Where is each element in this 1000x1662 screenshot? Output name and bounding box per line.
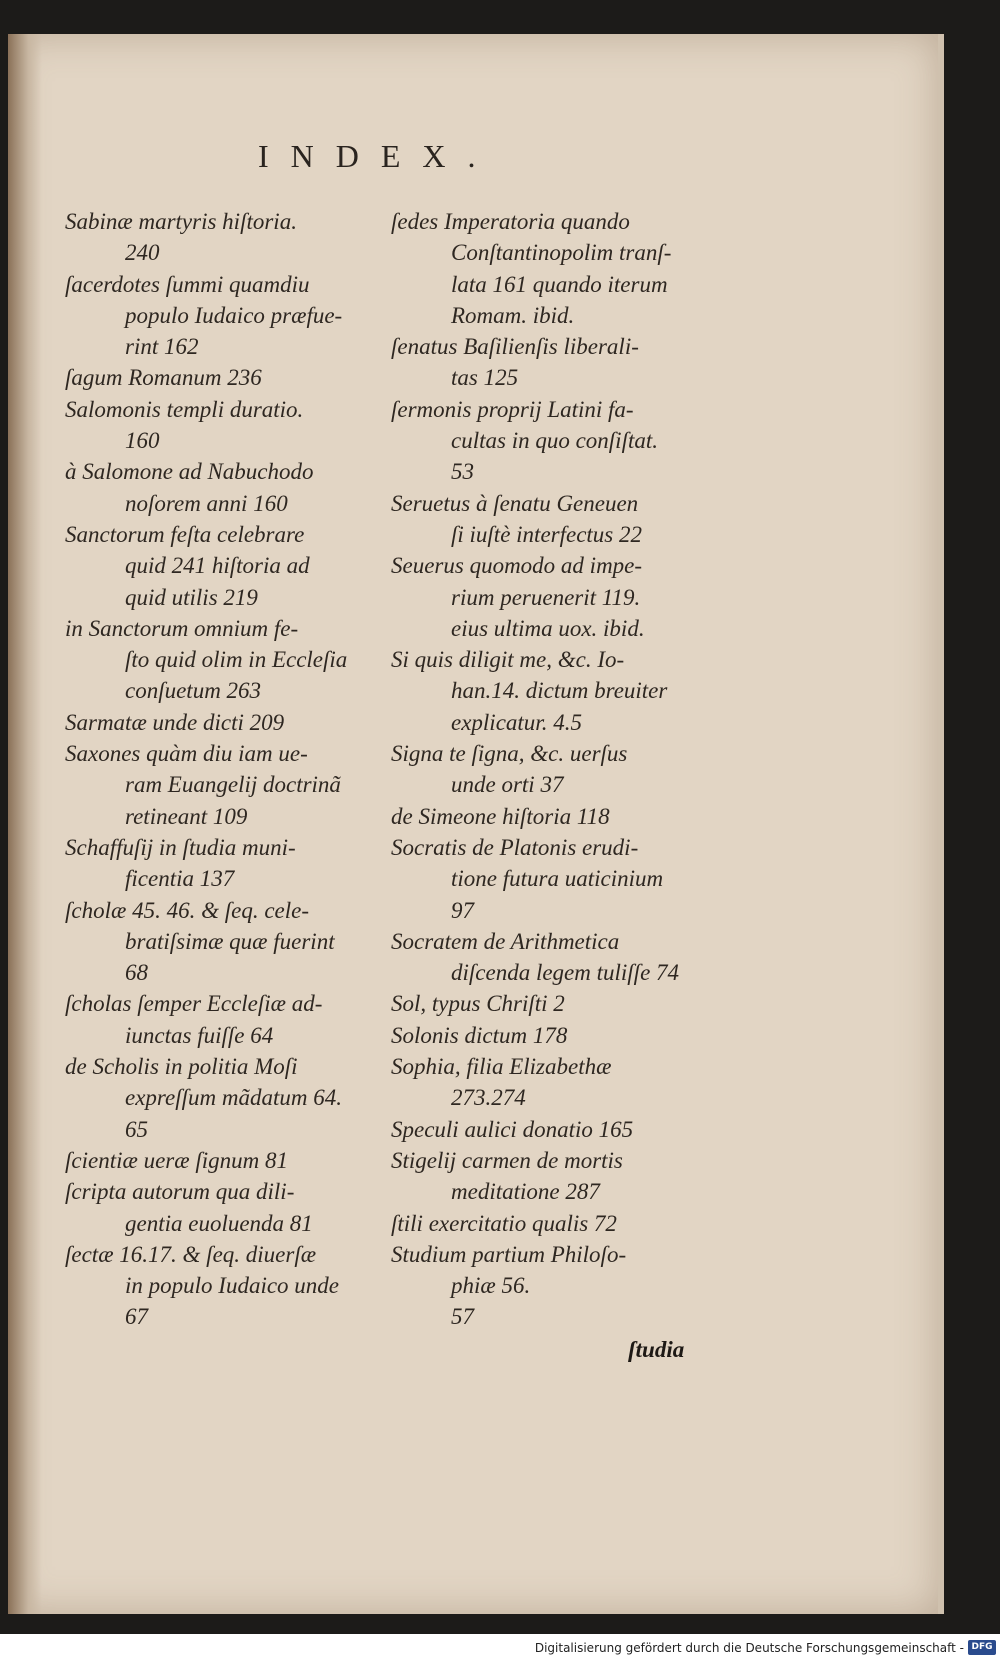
index-entry-line: Stigelij carmen de mortis <box>391 1147 623 1173</box>
index-entry-line: ſermonis proprij Latini fa- <box>391 396 634 422</box>
index-entry-line: cultas in quo conſiſtat. <box>451 428 658 454</box>
index-entry-line: ſenatus Baſilienſis liberali- <box>391 334 639 360</box>
index-entry-line: Speculi aulici donatio 165 <box>391 1116 634 1142</box>
digitization-footer <box>0 1634 1000 1662</box>
index-entry-line: 273.274 <box>451 1085 526 1111</box>
index-entry-line: expreſſum mãdatum 64. <box>125 1085 342 1111</box>
index-entry-line: conſuetum 263 <box>125 678 262 704</box>
index-entry-line: ſcholas ſemper Eccleſiæ ad- <box>65 991 323 1017</box>
index-entry <box>65 362 365 393</box>
index-entry-line: Schaffuſij in ſtudia muni- <box>65 834 296 860</box>
page-spine-shadow <box>8 34 42 1614</box>
index-entry <box>391 1145 689 1208</box>
index-entry-line: explicatur. 4.5 <box>451 709 582 735</box>
index-entry-line: Si quis diligit me, &c. Io- <box>391 647 625 673</box>
index-entry-line: Socratem de Arithmetica <box>391 928 620 954</box>
index-entry-line: 160 <box>125 428 160 454</box>
index-entry-line: Seruetus à ſenatu Geneuen <box>391 490 639 516</box>
index-entry <box>65 1145 365 1176</box>
index-entry-line: ſcripta autorum qua dili- <box>65 1179 295 1205</box>
index-entry-line: Studium partium Philoſo- <box>391 1241 627 1267</box>
index-entry-line: Sophia, filia Elizabethæ <box>391 1054 612 1080</box>
index-entry <box>391 1114 689 1145</box>
index-entry-line: populo Iudaico præfue- <box>125 302 343 328</box>
index-entry <box>65 1176 365 1239</box>
index-entry <box>391 926 689 989</box>
index-entry-line: ſectæ 16.17. & ſeq. diuerſæ <box>65 1241 317 1267</box>
index-entry-line: Sol, typus Chriſti 2 <box>391 991 565 1017</box>
index-entry-line: Sabinæ martyris hiſtoria. <box>65 209 297 234</box>
index-entry-line: ſagum Romanum 236 <box>65 365 262 391</box>
index-entry-line: retineant 109 <box>125 803 248 829</box>
index-entry <box>391 644 689 738</box>
index-entry <box>391 206 689 331</box>
index-entry-line: 57 <box>451 1304 474 1330</box>
index-entry-line: ſcholæ 45. 46. & ſeq. cele- <box>65 897 309 923</box>
index-entry-line: Sarmatæ unde dicti 209 <box>65 709 285 735</box>
index-entry-line: 53 <box>451 459 474 485</box>
index-entry-line: Salomonis templi duratio. <box>65 396 304 422</box>
index-entry-line: ſcientiæ ueræ ſignum 81 <box>65 1147 288 1173</box>
catchword: ſtudia <box>628 1337 685 1362</box>
index-entry <box>65 269 365 363</box>
index-entry-line: ſacerdotes ſummi quamdiu <box>65 271 310 297</box>
index-entry-line: 65 <box>125 1116 148 1142</box>
index-entry-line: ſedes Imperatoria quando <box>391 209 630 234</box>
index-entry-line: in populo Iudaico unde <box>125 1273 339 1299</box>
index-column-right <box>391 206 689 1333</box>
index-entry-line: bratiſsimæ quæ fuerint <box>125 928 335 954</box>
index-entry-line: ſto quid olim in Eccleſia <box>125 647 348 673</box>
index-entry-line: eius ultima uox. ibid. <box>451 615 645 641</box>
footer-credit: Digitalisierung gefördert durch die Deutsche Forschungsgemeinschaft - <box>534 1641 964 1655</box>
index-entry <box>391 738 689 801</box>
index-entry-line: Seuerus quomodo ad impe- <box>391 553 643 579</box>
index-entry-line: quid 241 hiſtoria ad <box>125 553 310 579</box>
index-entry-line: Conſtantinopolim tranſ- <box>451 240 672 266</box>
index-entry-line: rium peruenerit 119. <box>451 584 641 610</box>
index-entry <box>65 613 365 707</box>
index-column-left <box>65 206 365 1333</box>
index-entry-line: lata 161 quando iterum <box>451 271 668 297</box>
index-entry-line: han.14. dictum breuiter <box>451 678 668 704</box>
index-entry-line: à Salomone ad Nabuchodo <box>65 459 314 485</box>
index-entry <box>391 801 689 832</box>
index-entry-line: ſtili exercitatio qualis 72 <box>391 1210 617 1236</box>
index-entry <box>391 1020 689 1051</box>
index-entry-line: in Sanctorum omnium fe- <box>65 615 299 641</box>
index-entry-line: gentia euoluenda 81 <box>125 1210 313 1236</box>
index-entry-line: unde orti 37 <box>451 772 564 798</box>
index-entry <box>65 738 365 832</box>
page-header: INDEX. <box>258 138 498 174</box>
index-entry-line: phiæ 56. <box>451 1273 531 1299</box>
index-entry-line: quid utilis 219 <box>125 584 258 610</box>
index-entry-line: Saxones quàm diu iam ue- <box>65 741 308 767</box>
index-entry <box>65 1239 365 1333</box>
index-entry <box>391 832 689 926</box>
index-entry-line: tione futura uaticinium <box>451 866 664 892</box>
index-entry-line: ſi iuſtè interfectus 22 <box>451 521 642 547</box>
index-entry <box>391 988 689 1019</box>
index-entry-line: Signa te ſigna, &c. uerſus <box>391 741 628 767</box>
index-entry <box>65 519 365 613</box>
index-entry-line: 67 <box>125 1304 148 1330</box>
dfg-logo: DFG <box>968 1640 996 1655</box>
index-entry <box>65 832 365 895</box>
index-entry-line: ficentia 137 <box>125 866 235 892</box>
index-entry <box>391 1051 689 1114</box>
index-entry-line: tas 125 <box>451 365 519 391</box>
index-entry <box>391 550 689 644</box>
index-entry <box>65 206 365 269</box>
index-entry <box>65 394 365 457</box>
index-entry-line: noſorem anni 160 <box>125 490 288 516</box>
index-entry-line: iunctas fuiſſe 64 <box>125 1022 274 1048</box>
index-entry-line: 97 <box>451 897 474 923</box>
index-entry <box>391 488 689 551</box>
index-entry <box>391 394 689 488</box>
index-entry <box>65 456 365 519</box>
index-entry <box>65 707 365 738</box>
index-entry-line: 68 <box>125 960 148 986</box>
index-entry-line: de Simeone hiſtoria 118 <box>391 803 610 829</box>
index-entry <box>391 1239 689 1333</box>
index-entry <box>65 1051 365 1145</box>
index-entry <box>391 331 689 394</box>
index-entry-line: Solonis dictum 178 <box>391 1022 568 1048</box>
book-page <box>8 34 944 1614</box>
index-entry-line: de Scholis in politia Moſi <box>65 1054 298 1080</box>
index-entry-line: meditatione 287 <box>451 1179 600 1205</box>
index-entry <box>65 988 365 1051</box>
index-entry-line: diſcenda legem tuliſſe 74 <box>451 960 680 986</box>
index-entry <box>65 895 365 989</box>
index-entry-line: Romam. ibid. <box>451 302 575 328</box>
index-entry-line: 240 <box>125 240 160 266</box>
index-entry-line: rint 162 <box>125 334 199 360</box>
index-entry <box>391 1208 689 1239</box>
index-entry-line: Socratis de Platonis erudi- <box>391 834 639 860</box>
index-entry-line: Sanctorum feſta celebrare <box>65 521 305 547</box>
index-entry-line: ram Euangelij doctrinã <box>125 772 341 798</box>
